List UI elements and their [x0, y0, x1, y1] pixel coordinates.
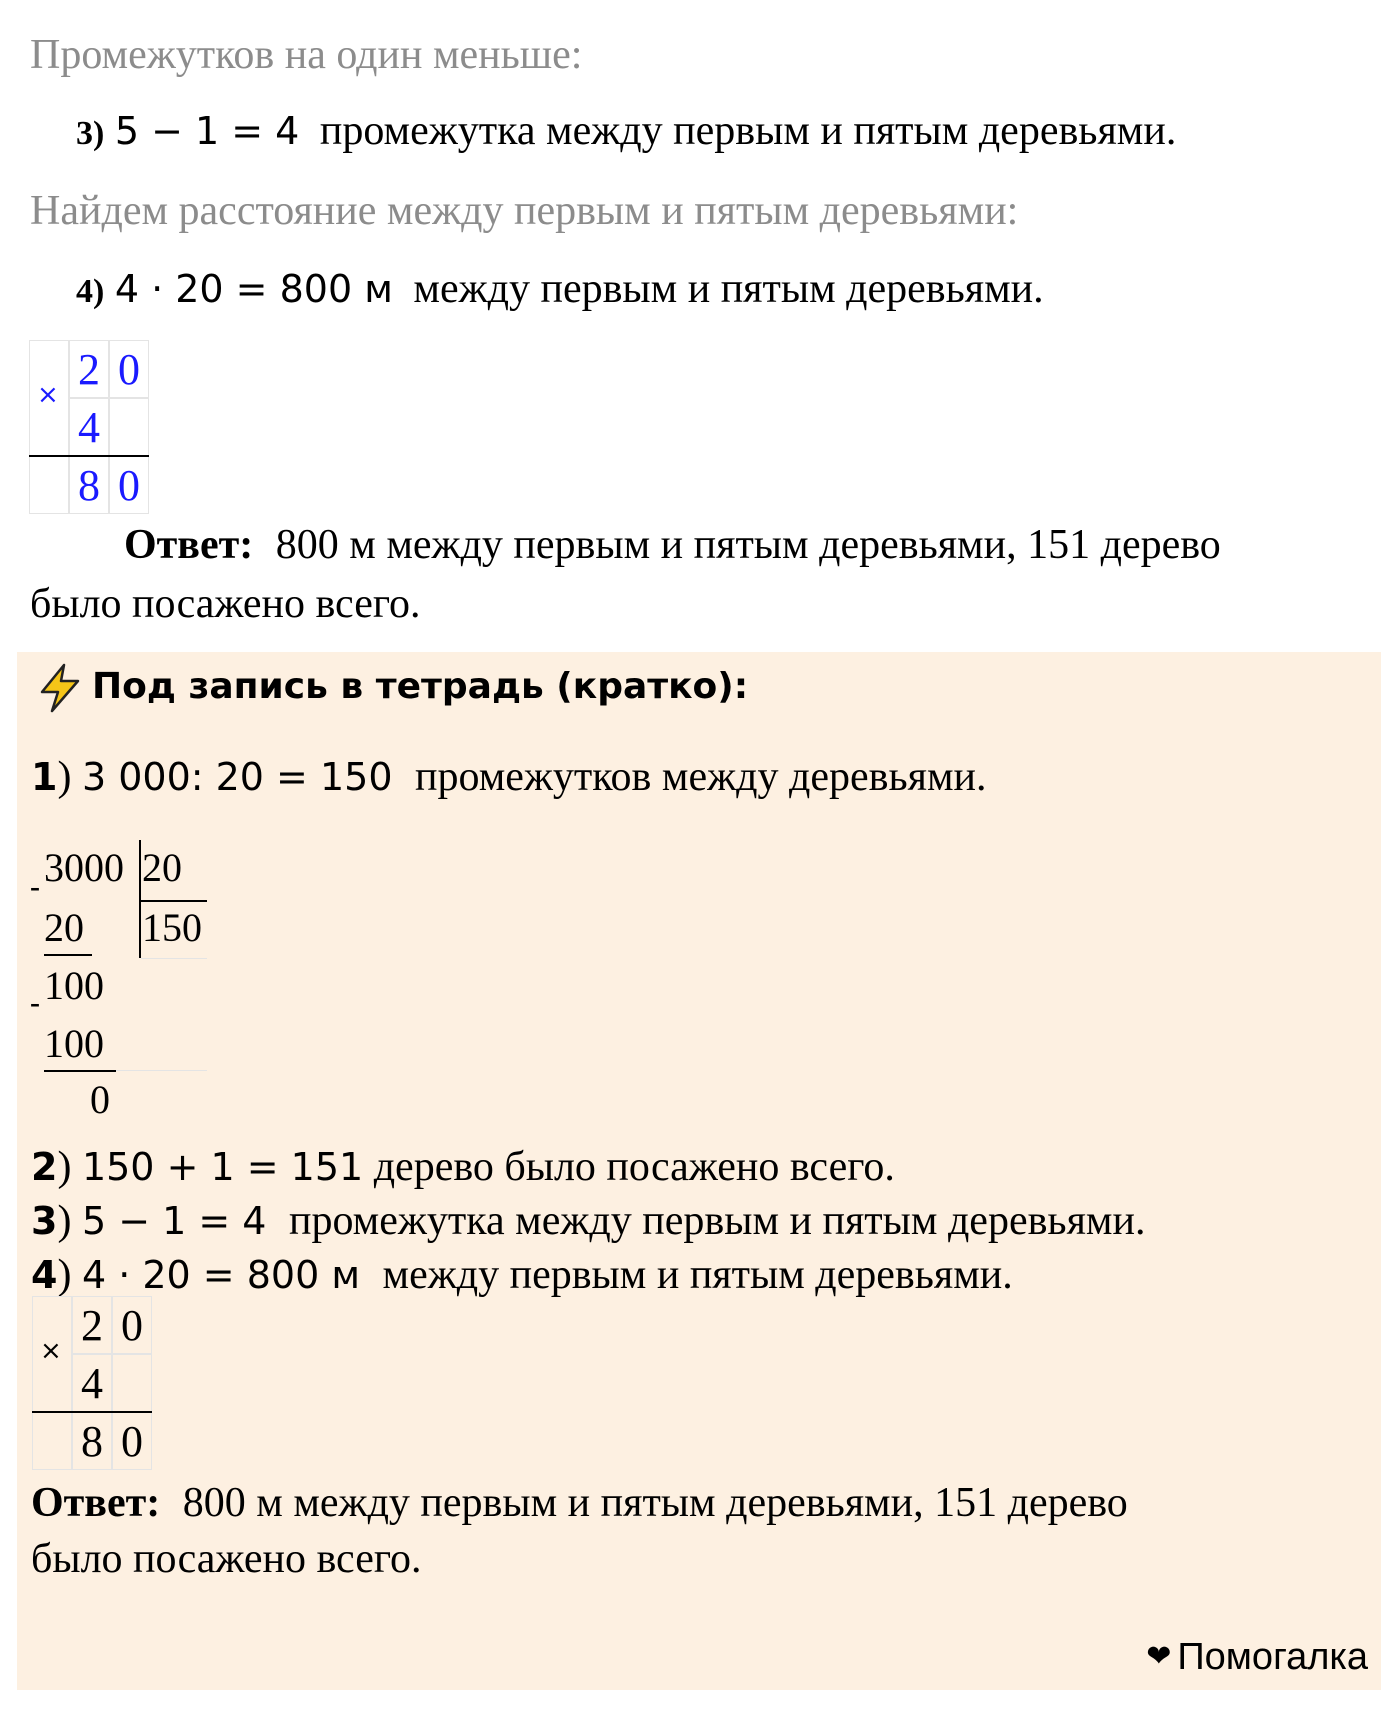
box-step-3	[31, 1200, 1145, 1242]
brand-footer	[1146, 1636, 1368, 1679]
divisor: 20	[142, 845, 182, 890]
box-title: Под запись в тетрадь (кратко)	[92, 666, 734, 707]
heart-icon: ❤	[1146, 1640, 1172, 1673]
digit-cell: 0	[112, 1296, 152, 1354]
final-remainder: 0	[90, 1077, 110, 1122]
hint-line-2: Найдем расстояние между первым и пятым деревьями:	[30, 188, 1019, 234]
digit-cell: 0	[109, 456, 149, 514]
subtract-line	[44, 954, 92, 956]
box-header	[34, 662, 748, 714]
step-expression: 5 − 1 = 4	[114, 109, 300, 153]
step-text: дерево было посажено всего.	[373, 1144, 895, 1190]
subtrahend-2: 100	[44, 1021, 104, 1066]
step-expression: 150 + 1 = 151	[81, 1145, 364, 1189]
division-horizontal-line	[139, 900, 207, 902]
step-text: между первым и пятым деревьями.	[413, 266, 1044, 312]
answer-label: Ответ:	[31, 1480, 161, 1526]
digit-cell: 4	[72, 1354, 112, 1412]
answer-text: 800 м между первым и пятым деревьями, 151 дерево	[275, 522, 1221, 568]
multiplication-column	[29, 340, 149, 514]
answer-line-1	[124, 524, 1221, 566]
step-text: промежутка между первым и пятым деревьями.	[319, 108, 1177, 154]
step-paren: )	[57, 1144, 72, 1190]
box-step-1	[31, 756, 987, 798]
digit-cell: 0	[109, 340, 149, 398]
digit-cell: 0	[112, 1412, 152, 1470]
grid-line	[116, 1070, 207, 1071]
digit-cell	[112, 1354, 152, 1412]
step-number: 4)	[76, 273, 105, 310]
digit-cell: 8	[69, 456, 109, 514]
multiply-sign: ×	[37, 380, 59, 410]
step-number: 3	[31, 1199, 58, 1243]
answer-text: 800 м между первым и пятым деревьями, 151 дерево	[182, 1480, 1128, 1526]
subtrahend-1: 20	[44, 905, 84, 950]
step-text: между первым и пятым деревьями.	[382, 1252, 1013, 1298]
box-answer-line-1	[31, 1482, 1128, 1524]
step-text: промежутков между деревьями.	[415, 754, 987, 800]
grid-cell	[29, 456, 69, 514]
grid-line	[141, 958, 207, 959]
answer-line-2: было посажено всего.	[30, 581, 421, 627]
step-number: 2	[31, 1145, 58, 1189]
multiplication-column	[32, 1296, 152, 1470]
box-step-4	[31, 1254, 1013, 1296]
digit-cell: 8	[72, 1412, 112, 1470]
step-paren: )	[57, 1252, 72, 1298]
box-step-2	[31, 1146, 895, 1188]
step-number: 1	[31, 755, 58, 799]
digit-cell: 4	[69, 398, 109, 456]
step-paren: )	[57, 1198, 72, 1244]
step-text: промежутка между первым и пятым деревьями.	[288, 1198, 1146, 1244]
lightning-icon	[34, 662, 86, 714]
remainder-1: 100	[44, 963, 104, 1008]
answer-label: Ответ:	[124, 522, 254, 568]
box-answer-line-2: было посажено всего.	[31, 1536, 422, 1582]
dividend: 3000	[44, 845, 124, 890]
step-number: 4	[31, 1253, 58, 1297]
long-division	[30, 840, 220, 1120]
grid-cell	[32, 1412, 72, 1470]
digit-cell: 2	[69, 340, 109, 398]
step-3-line	[76, 110, 1176, 152]
minus-sign: -	[30, 986, 40, 1019]
quotient: 150	[142, 905, 202, 950]
hint-line-1: Промежутков на один меньше:	[30, 32, 583, 78]
step-expression: 5 − 1 = 4	[81, 1199, 267, 1243]
minus-sign: -	[30, 870, 40, 903]
box-title-colon: :	[733, 666, 749, 707]
step-expression: 4 · 20 = 800 м	[81, 1253, 360, 1297]
digit-cell	[109, 398, 149, 456]
multiply-sign: ×	[40, 1336, 62, 1366]
step-paren: )	[57, 754, 72, 800]
step-expression: 3 000: 20 = 150	[81, 755, 393, 799]
step-number: 3)	[76, 115, 105, 152]
step-expression: 4 · 20 = 800 м	[114, 267, 393, 311]
division-vertical-line	[139, 840, 141, 958]
subtract-line	[44, 1070, 116, 1072]
result-line	[29, 455, 149, 457]
brand-name: Помогалка	[1177, 1636, 1368, 1678]
step-4-line	[76, 268, 1044, 310]
result-line	[32, 1411, 152, 1413]
digit-cell: 2	[72, 1296, 112, 1354]
